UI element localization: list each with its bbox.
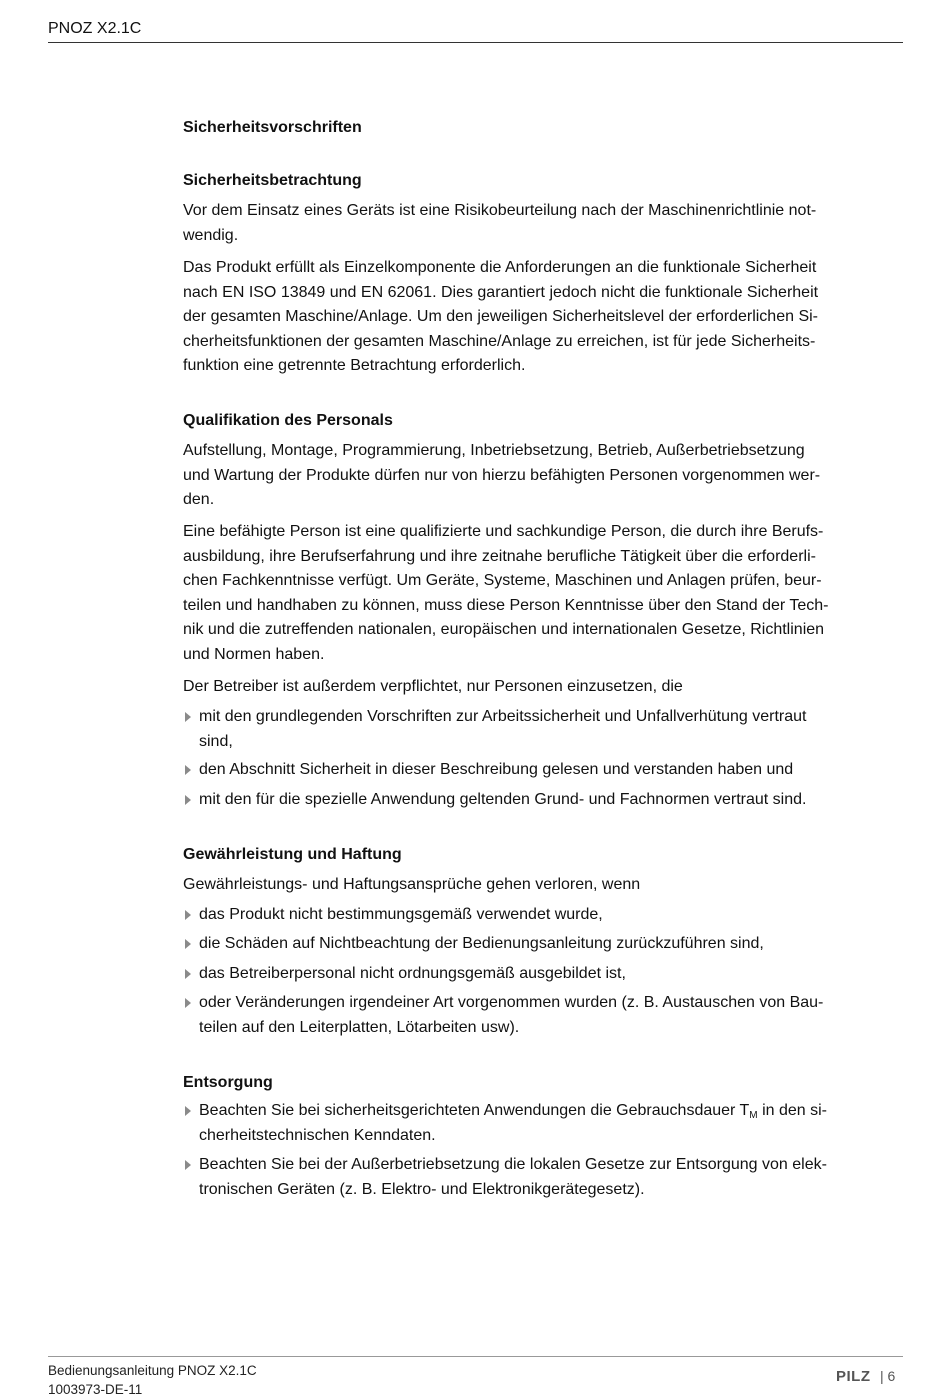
list-item <box>183 903 924 928</box>
paragraph: Der Betreiber ist außerdem verpflichtet, nur Personen einzusetzen, die <box>183 678 683 695</box>
footer-doc-title: Bedienungsanleitung PNOZ X2.1C <box>48 1363 257 1378</box>
triangle-bullet-icon <box>185 910 191 920</box>
text-line: funktion eine getrennte Betrachtung erforderlich. <box>183 357 526 374</box>
text-line: cherheitsfunktionen der gesamten Maschine/Anlage zu erreichen, ist für jede Sicherheits- <box>183 332 816 350</box>
text-line: und Wartung der Produkte dürfen nur von hierzu befähigten Personen vorgenommen wer- <box>183 466 821 484</box>
triangle-bullet-icon <box>185 712 191 722</box>
page-number <box>880 1367 895 1385</box>
text-line: chen Fachkenntnisse verfügt. Um Geräte, Systeme, Maschinen und Anlagen prüfen, beur- <box>183 572 822 589</box>
subscript: M <box>749 1110 758 1121</box>
text-line: Eine befähigte Person ist eine qualifizierte und sachkundige Person, die durch ihre Berufs- <box>183 523 824 540</box>
text-line: der gesamten Maschine/Anlage. Um den jeweiligen Sicherheitslevel der erforderlichen Si- <box>183 308 818 325</box>
list-item <box>183 991 924 1040</box>
text-line: nach EN ISO 13849 und EN 62061. Dies garantiert jedoch nicht die funktionale Sicherheit <box>183 283 819 301</box>
triangle-bullet-icon <box>185 765 191 775</box>
list-item <box>183 932 924 957</box>
triangle-bullet-icon <box>185 1106 191 1116</box>
text-line <box>199 1099 924 1124</box>
triangle-bullet-icon <box>185 998 191 1008</box>
heading-warranty-liability: Gewährleistung und Haftung <box>183 846 402 863</box>
list-item <box>183 962 924 987</box>
page-number-value: 6 <box>887 1368 896 1384</box>
separator: | <box>880 1368 884 1384</box>
text-line: das Produkt nicht bestimmungsgemäß verwendet wurde, <box>199 906 603 923</box>
paragraph <box>183 520 908 667</box>
text-line: sind, <box>199 732 233 750</box>
text-line: wendig. <box>183 226 239 244</box>
text-line: Beachten Sie bei der Außerbetriebsetzung die lokalen Gesetze zur Entsorgung von elek- <box>199 1156 827 1173</box>
text-line: Das Produkt erfüllt als Einzelkomponente die Anforderungen an die funktionale Sicherheit <box>183 259 817 276</box>
heading-personnel-qualification: Qualifikation des Personals <box>183 412 393 429</box>
text-line: nik und die zutreffenden nationalen, europäischen und internationalen Gesetze, Richtlinien <box>183 621 825 638</box>
text-line: das Betreiberpersonal nicht ordnungsgemäß ausgebildet ist, <box>199 965 626 982</box>
text-line: teilen auf den Leiterplatten, Lötarbeiten usw). <box>199 1018 520 1036</box>
list-item <box>183 758 924 783</box>
text-line: den. <box>183 491 215 508</box>
running-header: PNOZ X2.1C <box>48 20 142 37</box>
text-line: teilen und handhaben zu können, muss diese Person Kenntnisse über den Stand der Tech- <box>183 596 829 614</box>
text-line: Aufstellung, Montage, Programmierung, Inbetriebsetzung, Betrieb, Außerbetriebsetzung <box>183 442 805 459</box>
list-item <box>183 788 924 813</box>
text-run: in den si- <box>757 1102 828 1119</box>
list-item <box>183 705 924 754</box>
text-run: Beachten Sie bei sicherheitsgerichteten Anwendungen die Gebrauchsdauer T <box>199 1102 750 1119</box>
footer-rule <box>48 1356 903 1357</box>
footer-doc-number: 1003973-DE-11 <box>48 1382 143 1397</box>
section-title: Sicherheitsvorschriften <box>183 119 362 136</box>
pilz-logo: PILZ <box>836 1368 871 1385</box>
text-line: den Abschnitt Sicherheit in dieser Beschreibung gelesen und verstanden haben und <box>199 761 794 778</box>
text-line: mit den grundlegenden Vorschriften zur Arbeitssicherheit und Unfallverhütung vertraut <box>199 708 807 725</box>
header-rule <box>48 42 903 43</box>
text-line: oder Veränderungen irgendeiner Art vorgenommen wurden (z. B. Austauschen von Bau- <box>199 994 824 1011</box>
paragraph <box>183 256 908 379</box>
text-line: mit den für die spezielle Anwendung geltenden Grund- und Fachnormen vertraut sind. <box>199 791 807 808</box>
triangle-bullet-icon <box>185 969 191 979</box>
triangle-bullet-icon <box>185 795 191 805</box>
heading-disposal: Entsorgung <box>183 1074 273 1091</box>
text-line: Vor dem Einsatz eines Geräts ist eine Risikobeurteilung nach der Maschinenrichtlinie not- <box>183 202 817 219</box>
list-item <box>183 1099 924 1148</box>
text-line: tronischen Geräten (z. B. Elektro- und Elektronikgerätegesetz). <box>199 1180 645 1198</box>
triangle-bullet-icon <box>185 1160 191 1170</box>
text-line: die Schäden auf Nichtbeachtung der Bedienungsanleitung zurückzuführen sind, <box>199 935 764 952</box>
text-line: cherheitstechnischen Kenndaten. <box>199 1126 436 1144</box>
paragraph <box>183 439 908 513</box>
list-item <box>183 1153 924 1202</box>
paragraph: Gewährleistungs- und Haftungsansprüche gehen verloren, wenn <box>183 876 641 893</box>
paragraph <box>183 199 908 248</box>
heading-safety-assessment: Sicherheitsbetrachtung <box>183 172 362 189</box>
text-line: und Normen haben. <box>183 645 325 663</box>
triangle-bullet-icon <box>185 939 191 949</box>
text-line: ausbildung, ihre Berufserfahrung und ihre zeitnahe berufliche Tätigkeit über die erforderli- <box>183 547 816 565</box>
